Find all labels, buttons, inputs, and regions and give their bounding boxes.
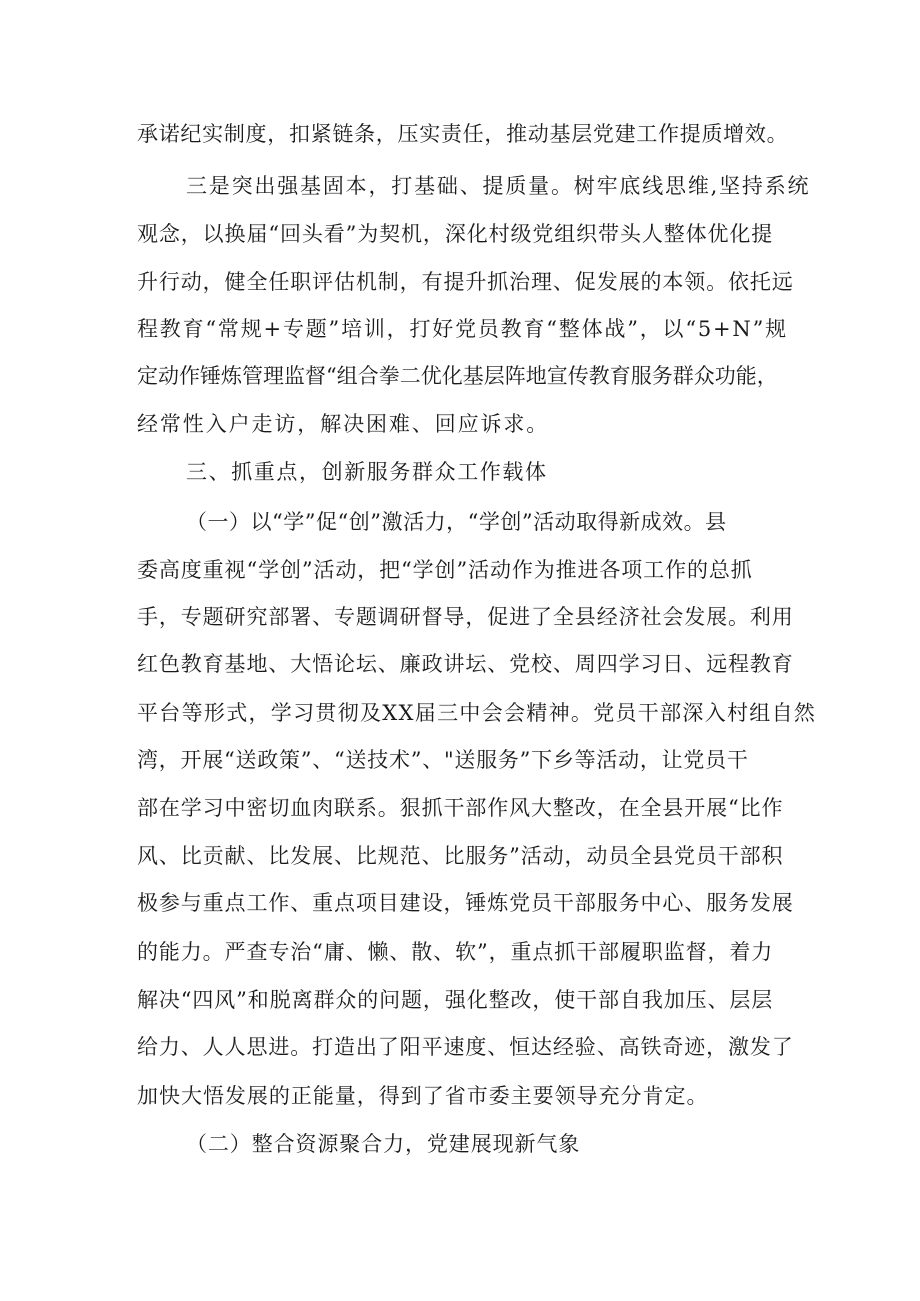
subsection-heading-2: （二）整合资源聚合力，党建展现新气象 [186,1132,581,1156]
text-line-2: 三是突出强基固本，打基础、提质量。树牢底线思维,坚持系统 [186,174,811,198]
text-line-3: 观念，以换届“回头看”为契机，深化村级党组织带头人整体优化提 [137,222,774,246]
text-line-20: 给力、人人思进。打造出了阳平速度、恒达经验、高铁奇迹，激发了 [137,1035,794,1059]
text-line-7: 经常性入户走访，解决困难、回应诉求。 [137,412,550,436]
section-heading-3: 三、抓重点，创新服务群众工作载体 [186,460,548,484]
text-line-6: 定动作锤炼管理监督“组合拳二优化基层阵地宣传教育服务群众功能， [137,364,778,388]
text-line-12: 红色教育基地、大悟论坛、廉政讲坛、党校、周四学习日、远程教育 [137,652,794,676]
text-line-9: （一）以“学”促“创”激活力，“学创”活动取得新成效。县 [186,510,727,534]
text-line-1: 承诺纪实制度，扣紧链条，压实责任，推动基层党建工作提质增效。 [137,122,789,146]
text-line-16: 风、比贡献、比发展、比规范、比服务”活动，动员全县党员干部积 [137,844,784,868]
text-line-13: 平台等形式，学习贯彻及XX届三中会会精神。党员干部深入村组自然 [137,701,817,725]
text-line-14: 湾，开展“送政策”、“送技术”、"送服务”下乡等活动，让党员干 [137,748,749,772]
text-line-5: 程教育“常规+专题”培训，打好党员教育“整体战”，以“5+N”规 [137,317,788,341]
text-line-17: 极参与重点工作、重点项目建设，锤炼党员干部服务中心、服务发展 [137,891,794,915]
text-line-19: 解决“四风”和脱离群众的问题，强化整改，使干部自我加压、层层 [137,988,774,1012]
text-line-11: 手，专题研究部署、专题调研督导，促进了全县经济社会发展。利用 [137,605,794,629]
text-line-10: 委高度重视“学创”活动，把“学创”活动作为推进各项工作的总抓 [137,558,753,582]
text-line-21: 加快大悟发展的正能量，得到了省市委主要领导充分肯定。 [137,1084,709,1108]
text-line-4: 升行动，健全任职评估机制，有提升抓治理、促发展的本领。依托远 [137,270,794,294]
text-line-15: 部在学习中密切血肉联系。狠抓干部作风大整改，在全县开展“比作 [137,796,784,820]
text-line-18: 的能力。严查专治“庸、懒、散、软”，重点抓干部履职监督，着力 [137,940,774,964]
